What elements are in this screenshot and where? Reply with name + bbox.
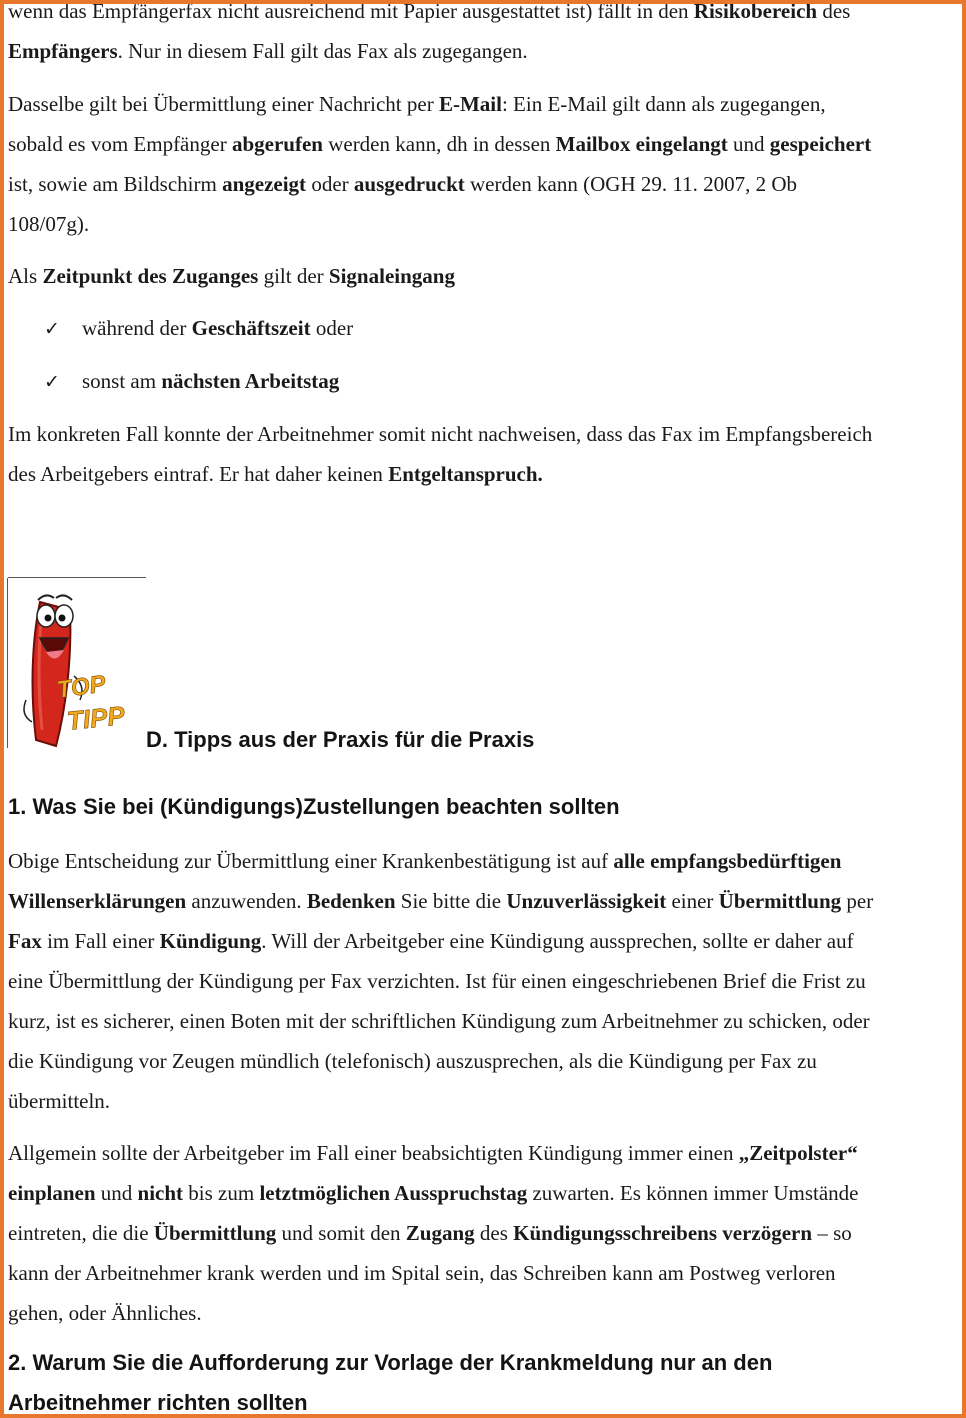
text-run: des Arbeitgebers eintraf. Er hat daher keinen xyxy=(8,462,389,486)
bold-text: angezeigt xyxy=(222,172,307,196)
text-run: per xyxy=(841,889,874,913)
svg-text:TIPP: TIPP xyxy=(65,700,127,736)
bold-text: einplanen xyxy=(8,1181,96,1205)
text-line xyxy=(8,1293,962,1333)
text-run: wenn das Empfängerfax nicht ausreichend mit Papier ausgestattet ist) fällt in den xyxy=(8,0,694,23)
bold-text: nächsten Arbeitstag xyxy=(161,369,340,393)
text-line xyxy=(8,164,962,204)
text-run: oder xyxy=(306,172,354,196)
text-line xyxy=(8,1173,962,1213)
text-line xyxy=(8,1133,962,1173)
text-run: zuwarten. Es können immer Umstände xyxy=(527,1181,859,1205)
text-line xyxy=(8,124,962,164)
bold-text: letztmöglichen Ausspruchstag xyxy=(259,1181,528,1205)
bullet-text xyxy=(82,369,339,393)
text-run: die Kündigung vor Zeugen mündlich (telefonisch) auszusprechen, als die Kündigung per Fax zu xyxy=(8,1049,817,1073)
bullet-item xyxy=(44,361,339,402)
text-run: Im konkreten Fall konnte der Arbeitnehmer somit nicht nachweisen, dass das Fax im Empfangsbereich xyxy=(8,422,873,446)
text-run: oder xyxy=(310,316,354,340)
text-run: werden kann (OGH 29. 11. 2007, 2 Ob xyxy=(464,172,797,196)
paragraph-fax-risk xyxy=(8,0,962,71)
bold-text: nicht xyxy=(137,1181,184,1205)
text-run: eine Übermittlung der Kündigung per Fax verzichten. Ist für einen eingeschriebenen Brief die Frist zu xyxy=(8,969,866,993)
text-run: des xyxy=(817,0,851,23)
paragraph-conclusion xyxy=(8,414,962,494)
bold-text: „Zeitpolster“ xyxy=(738,1141,858,1165)
paragraph-zeitpolster xyxy=(8,1133,962,1333)
text-run: Dasselbe gilt bei Übermittlung einer Nachricht per xyxy=(8,92,439,116)
bold-text: Übermittlung xyxy=(153,1221,277,1245)
top-tipp-mascot-icon xyxy=(10,580,138,750)
bold-text: Bedenken xyxy=(306,889,396,913)
paragraph-zugang xyxy=(8,256,962,296)
text-run: des xyxy=(474,1221,514,1245)
paragraph-zustellung xyxy=(8,841,962,1121)
text-run: und somit den xyxy=(276,1221,406,1245)
bold-text: Zugang xyxy=(405,1221,475,1245)
bold-text: Kündigungsschreibens verzögern xyxy=(513,1221,813,1245)
text-line xyxy=(8,961,962,1001)
bold-text: Unzuverlässigkeit xyxy=(506,889,667,913)
text-run: : Ein E-Mail gilt dann als zugegangen, xyxy=(501,92,826,116)
text-run: und xyxy=(727,132,770,156)
bold-text: Geschäftszeit xyxy=(191,316,311,340)
text-run: Als xyxy=(8,264,43,288)
text-run: 108/07g). xyxy=(8,212,90,236)
text-run: gilt der xyxy=(258,264,329,288)
bullet-text xyxy=(82,316,353,340)
bold-text: Signaleingang xyxy=(328,264,455,288)
text-line xyxy=(8,256,962,296)
text-run: . Nur in diesem Fall gilt das Fax als zugegangen. xyxy=(117,39,528,63)
text-run: Sie bitte die xyxy=(395,889,507,913)
text-line xyxy=(8,1253,962,1293)
text-line xyxy=(8,204,962,244)
text-line xyxy=(8,1213,962,1253)
paragraph-email xyxy=(8,84,962,244)
text-run: einer xyxy=(666,889,719,913)
bold-text: gespeichert xyxy=(769,132,872,156)
text-run: sobald es vom Empfänger xyxy=(8,132,232,156)
text-run: ist, sowie am Bildschirm xyxy=(8,172,223,196)
bullet-item xyxy=(44,308,353,349)
text-line xyxy=(8,31,962,71)
checkmark-icon: ✓ xyxy=(44,371,60,393)
text-run: – so xyxy=(812,1221,852,1245)
text-line xyxy=(8,1001,962,1041)
text-line xyxy=(8,454,962,494)
text-line xyxy=(8,881,962,921)
text-run: Allgemein sollte der Arbeitgeber im Fall einer beabsichtigten Kündigung immer einen xyxy=(8,1141,739,1165)
text-run: bis zum xyxy=(183,1181,260,1205)
text-run: werden kann, dh in dessen xyxy=(322,132,556,156)
text-run: anzuwenden. xyxy=(186,889,307,913)
text-run: gehen, oder Ähnliches. xyxy=(8,1301,202,1325)
bold-text: ausgedruckt xyxy=(353,172,465,196)
divider xyxy=(8,577,146,578)
bold-text: Kündigung xyxy=(159,929,262,953)
text-line xyxy=(8,1081,962,1121)
text-run: und xyxy=(95,1181,138,1205)
text-run: Obige Entscheidung zur Übermittlung einer Krankenbestätigung ist auf xyxy=(8,849,614,873)
bold-text: alle empfangsbedürftigen xyxy=(613,849,842,873)
section-heading: D. Tipps aus der Praxis für die Praxis xyxy=(146,727,535,752)
text-run: während der xyxy=(82,316,192,340)
text-run: übermitteln. xyxy=(8,1089,111,1113)
bold-text: E-Mail xyxy=(438,92,502,116)
text-line xyxy=(8,921,962,961)
text-line xyxy=(8,1041,962,1081)
subsection-heading: 2. Warum Sie die Aufforderung zur Vorlage der Krankmeldung nur an den xyxy=(8,1350,773,1375)
text-run: sonst am xyxy=(82,369,162,393)
bold-text: Mailbox eingelangt xyxy=(555,132,728,156)
divider xyxy=(7,578,8,748)
bold-text: Willenserklärungen xyxy=(8,889,187,913)
svg-text:TOP: TOP xyxy=(55,670,108,704)
checkmark-icon: ✓ xyxy=(44,318,60,340)
text-line xyxy=(8,0,962,31)
text-run: eintreten, die die xyxy=(8,1221,154,1245)
bold-text: Fax xyxy=(8,929,42,953)
subsection-heading: Arbeitnehmer richten sollten xyxy=(8,1390,308,1415)
text-run: im Fall einer xyxy=(41,929,160,953)
bold-text: Risikobereich xyxy=(693,0,818,23)
bold-text: Zeitpunkt des Zuganges xyxy=(42,264,259,288)
text-line xyxy=(8,414,962,454)
text-run: kann der Arbeitnehmer krank werden und im Spital sein, das Schreiben kann am Postweg verloren xyxy=(8,1261,836,1285)
bold-text: Entgeltanspruch. xyxy=(388,462,543,486)
text-line xyxy=(8,841,962,881)
subsection-heading: 1. Was Sie bei (Kündigungs)Zustellungen beachten sollten xyxy=(8,794,620,819)
text-line xyxy=(8,84,962,124)
top-tipp-label xyxy=(55,670,127,736)
text-run: kurz, ist es sicherer, einen Boten mit der schriftlichen Kündigung zum Arbeitnehmer zu schicken, oder xyxy=(8,1009,870,1033)
bold-text: Empfängers xyxy=(8,39,118,63)
bold-text: Übermittlung xyxy=(718,889,842,913)
bold-text: abgerufen xyxy=(231,132,323,156)
text-run: . Will der Arbeitgeber eine Kündigung aussprechen, sollte er daher auf xyxy=(261,929,854,953)
